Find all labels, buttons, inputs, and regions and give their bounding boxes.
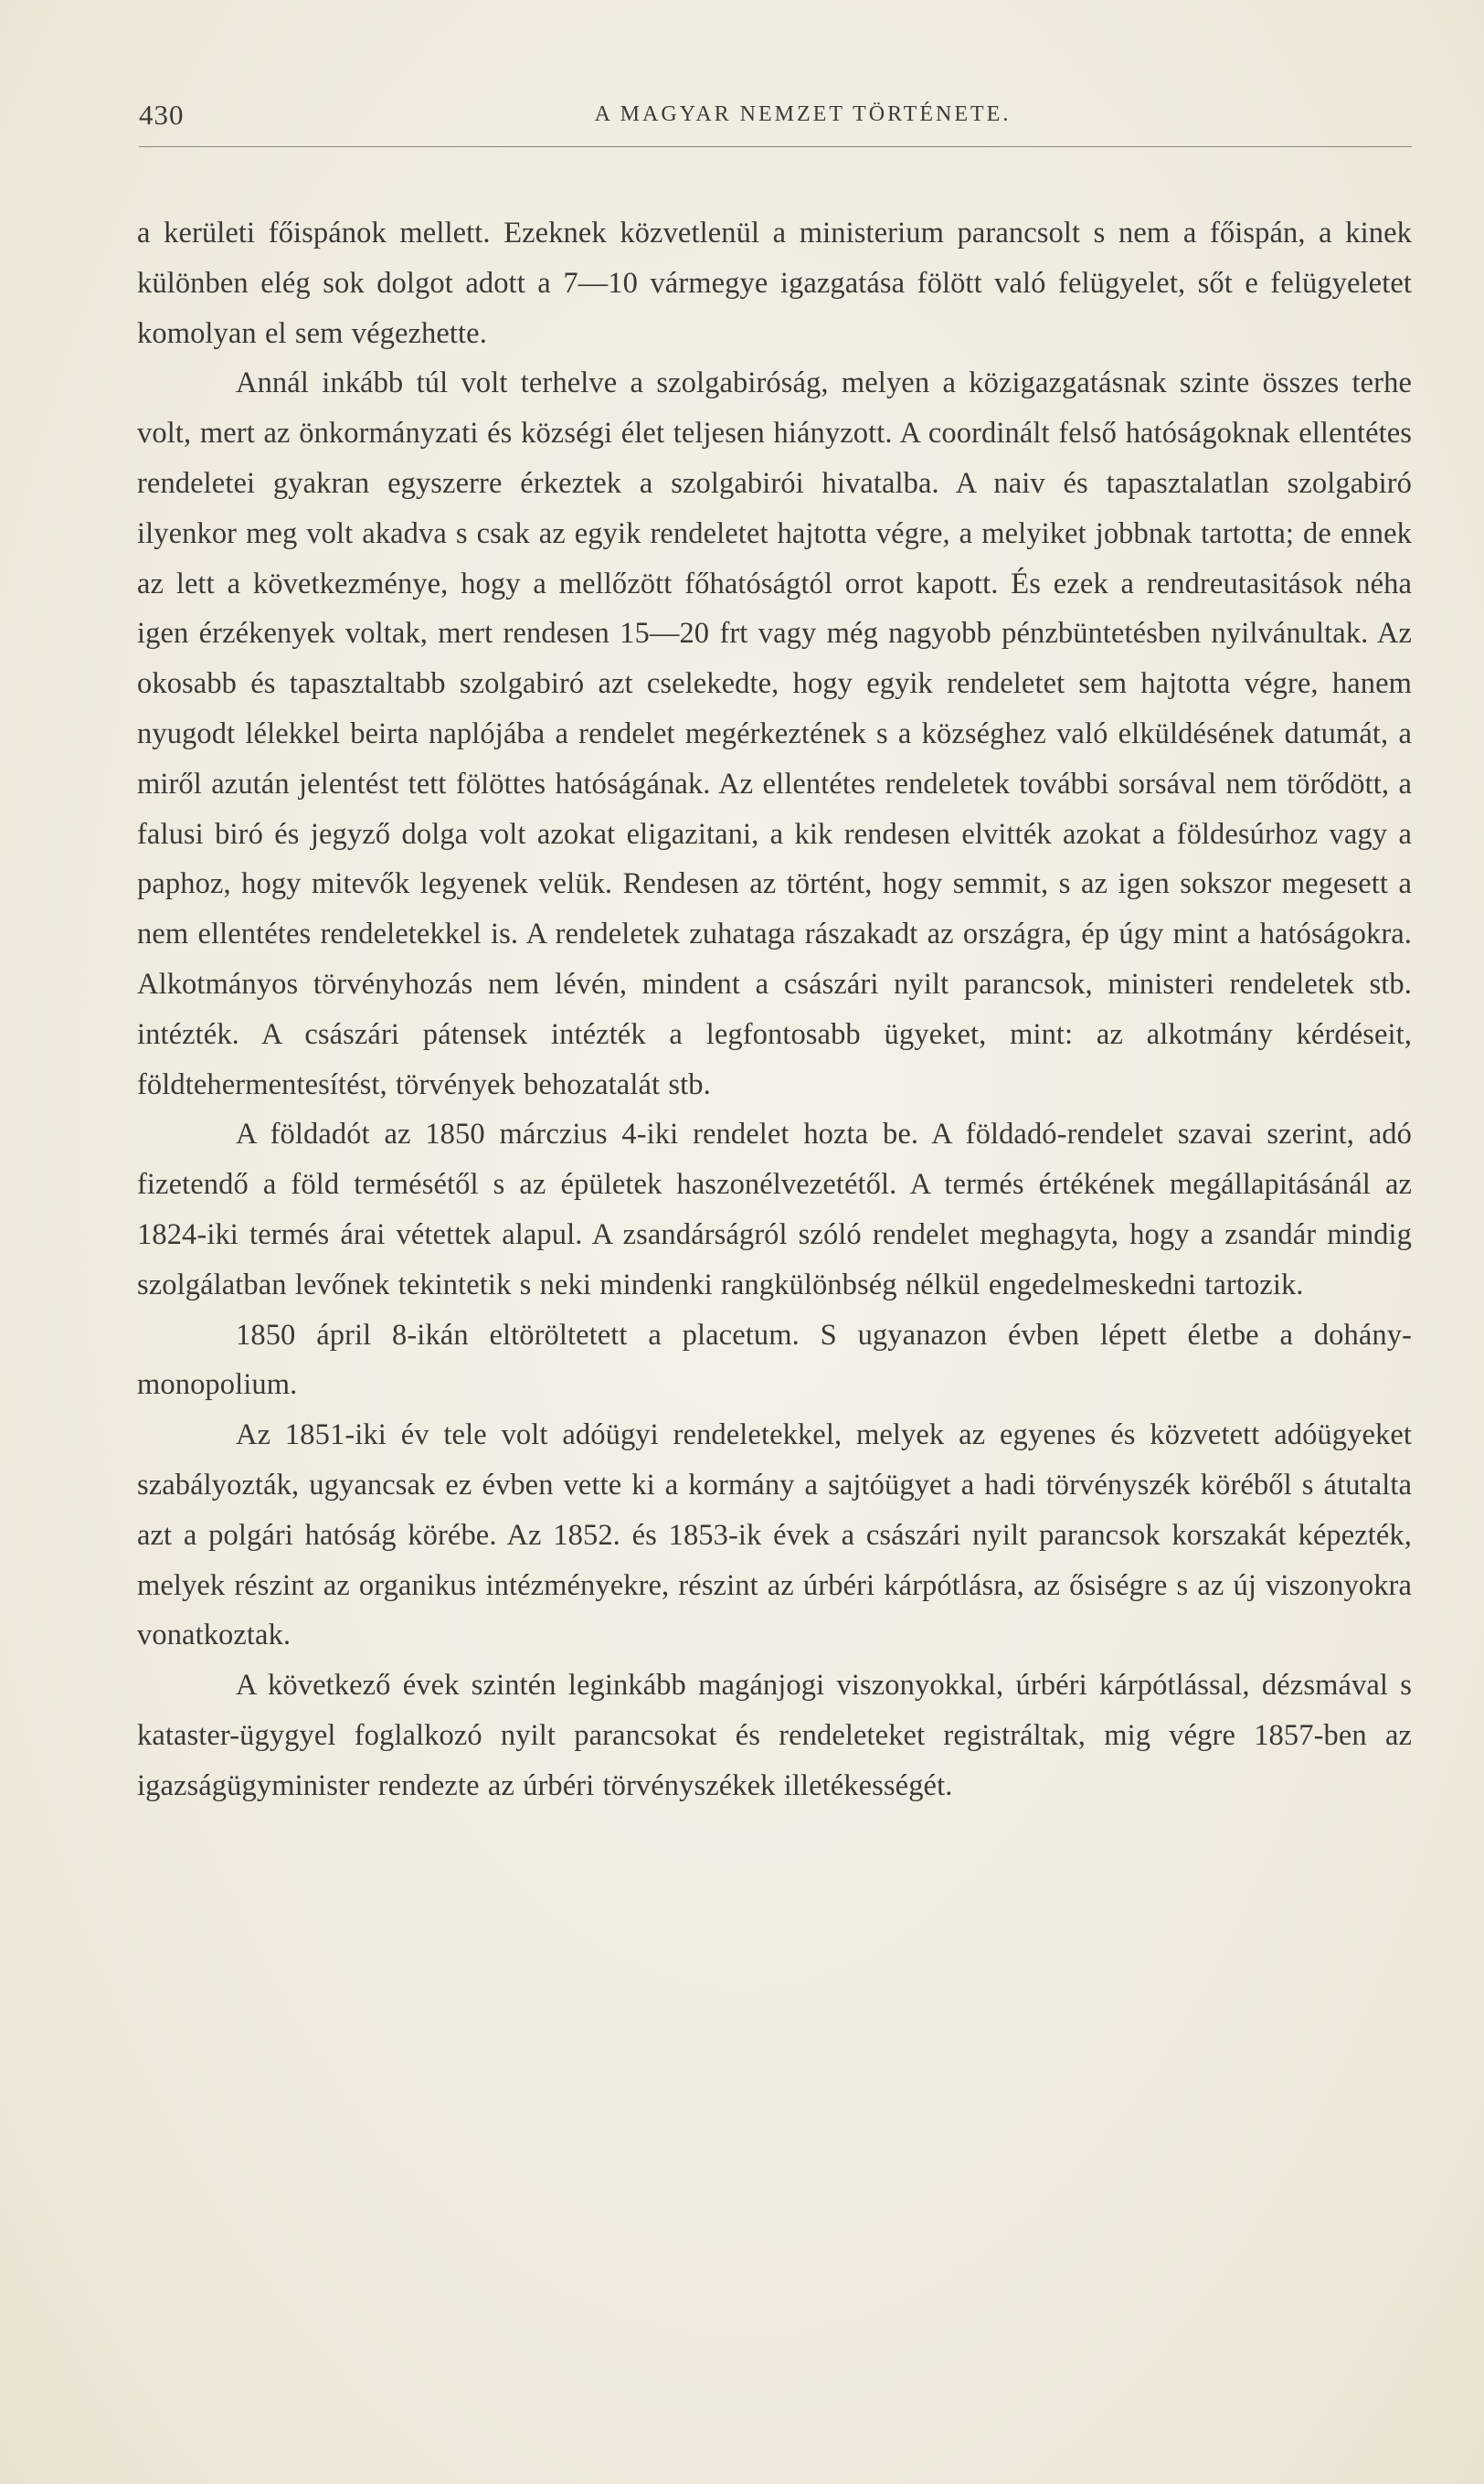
paragraph: Az 1851-iki év tele volt adóügyi rendeletekkel, melyek az egyenes és közvetett adóügyeket szabályozták, ugyancsak ez évben vette ki a kormány a sajtóügyet a hadi törvényszék köréből s átutalta azt a polgári hatóság körébe. Az 1852. és 1853-ik évek a császári nyilt parancsok korszakát képezték, melyek részint az organikus intézményekre, részint az úrbéri kárpótlásra, az ősiségre s az új viszonyokra vonatkoztak. (137, 1418, 1412, 1652)
paragraph: A földadót az 1850 márczius 4-iki rendelet hozta be. A földadó-rendelet szavai szerint, adó fizetendő a föld termésétől s az épületek haszonélvezetétől. A termés értékének megállapitásánál az 1824-iki termés árai vétettek alapul. A zsandárságról szóló rendelet meghagyta, hogy a zsandár mindig szolgálatban levőnek tekintetik s neki mindenki rangkülönbség nélkül engedelmeskedni tartozik. (137, 1118, 1412, 1301)
header-divider (139, 146, 1412, 147)
page-number: 430 (139, 99, 185, 131)
running-head (139, 99, 1412, 139)
paragraph: Annál inkább túl volt terhelve a szolgabiróság, melyen a közigazgatásnak szinte összes terhe volt, mert az önkormányzati és községi élet teljesen hiányzott. A coordinált felső hatóságoknak ellentétes rendeletei gyakran egyszerre érkeztek a szolgabirói hivatalba. A naiv és tapasztalatlan szolgabiró ilyenkor meg volt akadva s csak az egyik rendeletet hajtotta végre, a melyiket jobbnak tartotta; de ennek az lett a következménye, hogy a mellőzött főhatóságtól orrot kapott. És ezek a rendreutasitások néha igen érzékenyek voltak, mert rendesen 15—20 frt vagy még nagyobb pénzbüntetésben nyilvánultak. Az okosabb és tapasztaltabb szolgabiró azt cselekedte, hogy egyik rendeletet sem hajtotta végre, hanem nyugodt lélekkel beirta naplójába a rendelet megérkeztének s a községhez való elküldésének datumát, a miről azután jelentést tett fölöttes hatóságának. Az ellentétes rendeletek további sorsával nem törődött, a falusi biró és jegyző dolga volt azokat eligazitani, a kik rendesen elvitték azokat a földesúrhoz vagy a paphoz, hogy mitevők legyenek velük. Rendesen az történt, hogy semmit, s az igen sokszor megesett a nem ellentétes rendeletekkel is. A rendeletek zuhataga rászakadt az országra, ép úgy mint a hatóságokra. Alkotmányos törvényhozás nem lévén, mindent a császári nyilt parancsok, ministeri rendeletek stb. intézték. A császári pátensek intézték a legfontosabb ügyeket, mint: az alkotmány kérdéseit, földtehermentesítést, törvények behozatalát stb. (137, 366, 1412, 1101)
body-text (137, 208, 1412, 1811)
running-title: A MAGYAR NEMZET TÖRTÉNETE. (594, 102, 1012, 126)
paragraph: A következő évek szintén leginkább magánjogi viszonyokkal, úrbéri kárpótlással, dézsmával s kataster-ügygyel foglalkozó nyilt parancsokat és rendeleteket registráltak, mig végre 1857-ben az igazságügyminister rendezte az úrbéri törvényszékek illetékességét. (137, 1669, 1412, 1802)
paragraph: a kerületi főispánok mellett. Ezeknek közvetlenül a ministerium parancsolt s nem a főispán, a kinek különben elég sok dolgot adott a 7—10 vármegye igazgatása fölött való felügyelet, sőt e felügyeletet komolyan el sem végezhette. (137, 217, 1412, 350)
paragraph: 1850 ápril 8-ikán eltöröltetett a placetum. S ugyanazon évben lépett életbe a dohány-monopolium. (137, 1318, 1412, 1402)
